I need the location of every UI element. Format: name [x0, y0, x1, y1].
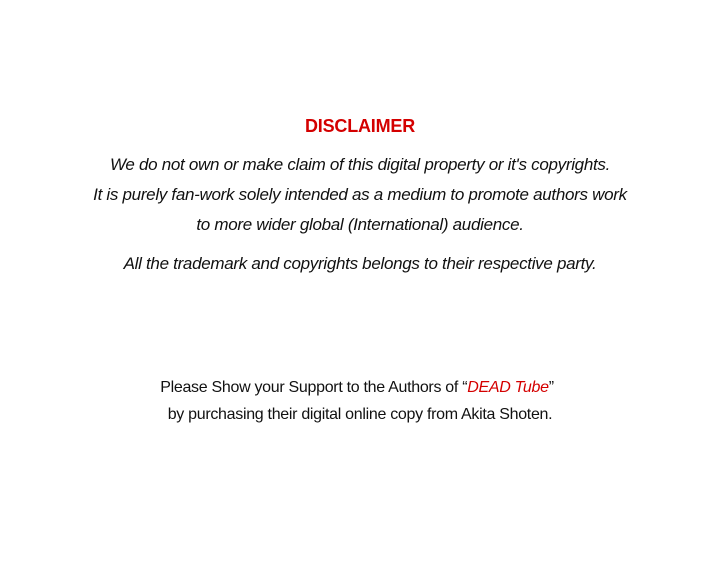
support-line-purchase: by purchasing their digital online copy from Akita Shoten. [167, 406, 553, 423]
disclaimer-line-fan-work: It is purely fan-work solely intended as a medium to promote authors work [93, 185, 627, 204]
disclaimer-line-ownership: We do not own or make claim of this digital property or it's copyrights. [109, 155, 611, 174]
disclaimer-line-audience: to more wider global (International) audience. [196, 215, 524, 234]
support-suffix: ” [548, 379, 554, 396]
disclaimer-heading: DISCLAIMER [305, 116, 415, 136]
disclaimer-line-trademark: All the trademark and copyrights belongs to their respective party. [123, 254, 597, 273]
support-prefix: Please Show your Support to the Authors of “ [160, 379, 468, 396]
series-title: DEAD Tube [467, 379, 549, 396]
support-line-authors [0, 377, 717, 399]
